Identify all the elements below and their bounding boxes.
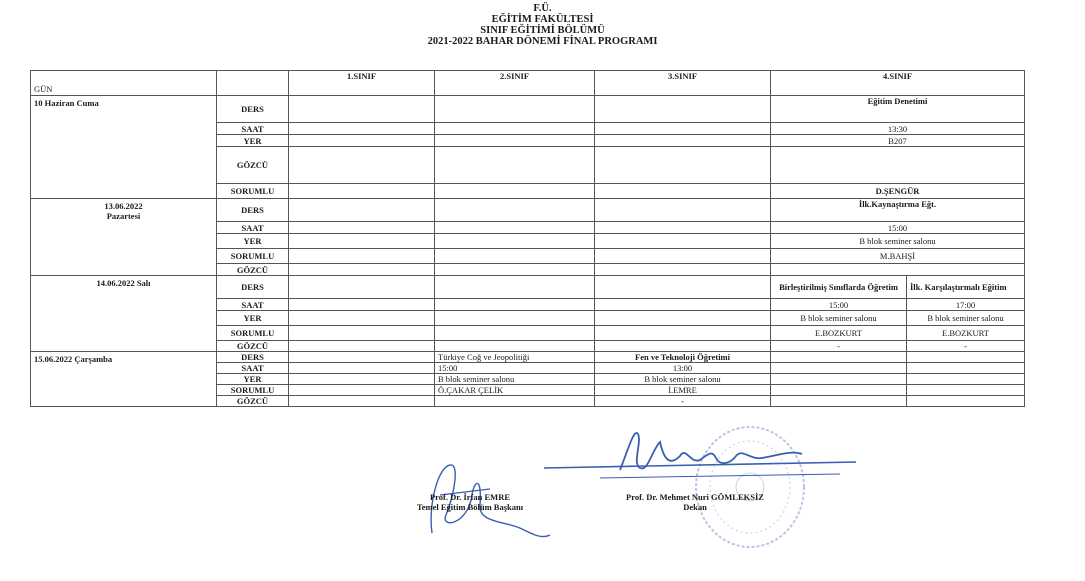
- day2-date: 13.06.2022: [104, 201, 143, 211]
- cell-day2-class4-sorumlu: M.BAHŞİ: [771, 249, 1025, 264]
- cell-day4-class3-ders: Fen ve Teknoloji Öğretimi: [595, 352, 771, 363]
- table-header-row: [31, 71, 1025, 96]
- cell-day1-class4-ders: Eğitim Denetimi: [771, 96, 1025, 123]
- cell-day3-class4b-gozcu: -: [907, 341, 1025, 352]
- row-label-gozcu: GÖZCÜ: [217, 147, 289, 184]
- cell-day3-class4a-ders: Birleştirilmiş Sınıflarda Öğretim: [771, 276, 907, 299]
- cell-day4-class3-sorumlu: İ.EMRE: [595, 385, 771, 396]
- cell-day4-class3-yer: B blok seminer salonu: [595, 374, 771, 385]
- row-label-yer: YER: [217, 311, 289, 326]
- day-cell-1: 10 Haziran Cuma: [31, 96, 217, 199]
- row-label-yer: YER: [217, 234, 289, 249]
- row-label-ders: DERS: [217, 352, 289, 363]
- signature-right-title: Dekan: [683, 502, 707, 512]
- cell-day4-class2-yer: B blok seminer salonu: [435, 374, 595, 385]
- row-label-ders: DERS: [217, 276, 289, 299]
- cell-day3-class4a-sorumlu: E.BOZKURT: [771, 326, 907, 341]
- row-label-sorumlu: SORUMLU: [217, 326, 289, 341]
- row-label-saat: SAAT: [217, 222, 289, 234]
- cell-day3-class4a-gozcu: -: [771, 341, 907, 352]
- cell-day3-class4b-ders: İlk. Karşılaştırmalı Eğitim: [907, 276, 1025, 299]
- cell-day3-class4b-saat: 17:00: [907, 299, 1025, 311]
- day-cell-4: 15.06.2022 Çarşamba: [31, 352, 217, 407]
- row-label-sorumlu: SORUMLU: [217, 249, 289, 264]
- cell-day4-class2-saat: 15:00: [435, 363, 595, 374]
- header-line-faculty: EĞİTİM FAKÜLTESİ: [491, 14, 594, 25]
- exam-schedule-table: [30, 70, 1025, 407]
- header-line-university: F.Ü.: [533, 3, 552, 14]
- signature-right-handwriting: [540, 420, 870, 490]
- cell-day3-class4a-yer: B blok seminer salonu: [771, 311, 907, 326]
- cell-day1-class4-yer: B207: [771, 135, 1025, 147]
- cell-day4-class2-sorumlu: Ö.ÇAKAR ÇELİK: [435, 385, 595, 396]
- header-line-program-title: 2021-2022 BAHAR DÖNEMİ FİNAL PROGRAMI: [427, 36, 658, 47]
- cell-day4-class3-gozcu: -: [595, 396, 771, 407]
- cell-day1-class4-saat: 13:30: [771, 123, 1025, 135]
- table-row: [31, 96, 1025, 123]
- row-label-gozcu: GÖZCÜ: [217, 264, 289, 276]
- signature-block-right: [590, 492, 800, 512]
- signature-left-title: Temel Eğitim Bölüm Başkanı: [416, 502, 524, 512]
- class-header-1: 1.SINIF: [289, 71, 435, 96]
- class-header-4: 4.SINIF: [771, 71, 1025, 96]
- cell-day2-class4-yer: B blok seminer salonu: [771, 234, 1025, 249]
- row-label-yer: YER: [217, 374, 289, 385]
- row-label-ders: DERS: [217, 96, 289, 123]
- day-cell-3: 14.06.2022 Salı: [31, 276, 217, 352]
- label-column-header: [217, 71, 289, 96]
- header-line-department: SINIF EĞİTİMİ BÖLÜMÜ: [480, 25, 605, 36]
- day-cell-2: [31, 199, 217, 276]
- document-header: [0, 3, 1085, 47]
- row-label-gozcu: GÖZCÜ: [217, 396, 289, 407]
- table-row: [31, 276, 1025, 299]
- cell-day3-class4b-sorumlu: E.BOZKURT: [907, 326, 1025, 341]
- table-row: [31, 352, 1025, 363]
- cell-day2-class4-ders: İlk.Kaynaştırma Eğt.: [771, 199, 1025, 222]
- cell-day4-class2-ders: Türkiye Coğ ve Jeopolitiği: [435, 352, 595, 363]
- cell-day1-class4-sorumlu: D.ŞENGÜR: [771, 184, 1025, 199]
- class-header-3: 3.SINIF: [595, 71, 771, 96]
- row-label-saat: SAAT: [217, 123, 289, 135]
- cell-day3-class4b-yer: B blok seminer salonu: [907, 311, 1025, 326]
- row-label-sorumlu: SORUMLU: [217, 184, 289, 199]
- row-label-gozcu: GÖZCÜ: [217, 341, 289, 352]
- row-label-yer: YER: [217, 135, 289, 147]
- cell-day4-class3-saat: 13:00: [595, 363, 771, 374]
- day2-weekday: Pazartesi: [106, 211, 141, 221]
- row-label-ders: DERS: [217, 199, 289, 222]
- day-column-header: GÜN: [31, 71, 217, 96]
- row-label-saat: SAAT: [217, 363, 289, 374]
- class-header-2: 2.SINIF: [435, 71, 595, 96]
- signature-block-left: [385, 492, 555, 512]
- row-label-saat: SAAT: [217, 299, 289, 311]
- table-row: [31, 199, 1025, 222]
- signature-left-name: Prof. Dr. İrfan EMRE: [429, 492, 511, 502]
- cell-day2-class4-saat: 15:00: [771, 222, 1025, 234]
- row-label-sorumlu: SORUMLU: [217, 385, 289, 396]
- cell-day3-class4a-saat: 15:00: [771, 299, 907, 311]
- signature-right-name: Prof. Dr. Mehmet Nuri GÖMLEKSİZ: [626, 492, 764, 502]
